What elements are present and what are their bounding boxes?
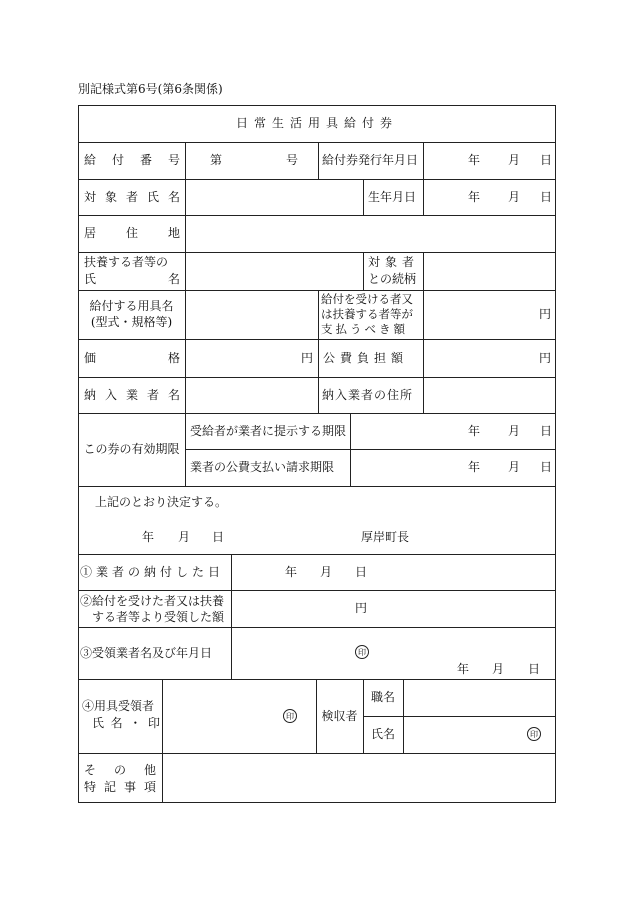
month-unit: 月 [508, 189, 521, 204]
shokumei-label: 職名 [370, 690, 395, 704]
futan-label: 公費負担額 [323, 350, 409, 365]
day-unit: 日 [540, 423, 553, 438]
juryo-sha-label-2: 氏 名 ・ 印 [92, 716, 160, 730]
row-divider [78, 252, 556, 253]
col-divider [162, 679, 163, 803]
col-divider [350, 413, 351, 486]
yen-unit: 円 [539, 307, 552, 321]
kyojuchi-label: 居 住 地 [84, 226, 180, 240]
gyosha-label: 納 入 業 者 名 [84, 387, 180, 402]
seal-mark: 印 [527, 727, 541, 741]
seal-mark: 印 [355, 645, 369, 659]
col-divider [185, 142, 186, 413]
year-unit: 年 [468, 189, 481, 204]
kenshu-label: 検収者 [321, 708, 358, 723]
tokki-label-2: 特 記 事 項 [84, 780, 156, 794]
col-divider [318, 290, 319, 413]
year-unit: 年 [468, 153, 481, 167]
month-unit: 月 [508, 460, 521, 474]
yen-unit: 円 [539, 350, 552, 365]
day-unit: 日 [540, 460, 553, 474]
seal-mark: 印 [283, 709, 297, 723]
fuyo-label-1: 扶養する者等の [84, 255, 169, 269]
yuko-label: この券の有効期限 [83, 442, 180, 456]
dai-label: 第 [210, 153, 223, 167]
juryo-gyosha-label: ③受領業者名及び年月日 [80, 645, 213, 660]
col-divider [423, 290, 424, 413]
yuko-sub1-label: 受給者が業者に提示する期限 [190, 423, 347, 438]
juryo-label-2: する者等より受領した額 [92, 609, 225, 624]
month-unit: 月 [492, 661, 505, 676]
taisho-label: 対 象 者 氏 名 [84, 189, 180, 204]
kettei-text: 上記のとおり決定する。 [95, 494, 228, 509]
col-divider [423, 252, 424, 290]
rel-label-1: 対象者 [368, 255, 420, 269]
mayor-label: 厚岸町長 [361, 529, 410, 544]
pay-label-1: 給付を受ける者又 [321, 292, 413, 306]
col-divider [423, 179, 424, 215]
tokki-label-1: そ の 他 [84, 763, 156, 777]
row-divider [78, 486, 556, 487]
col-divider [423, 142, 424, 179]
day-unit: 日 [540, 153, 553, 167]
noufu-label: ①業者の納付した日 [80, 564, 225, 579]
form-header: 別記様式第6号(第6条関係) [78, 82, 223, 96]
birth-label: 生年月日 [368, 189, 417, 204]
yen-unit: 円 [301, 350, 314, 365]
year-unit: 年 [468, 423, 481, 438]
yen-unit: 円 [355, 601, 368, 615]
pay-label-3: 支払うべき額 [321, 322, 408, 336]
day-unit: 日 [355, 564, 368, 579]
day-unit: 日 [212, 529, 225, 544]
year-unit: 年 [285, 564, 298, 579]
form-title: 日常生活用具給付券 [235, 116, 398, 130]
kyufu-bango-label: 給 付 番 号 [84, 153, 180, 167]
year-unit: 年 [142, 529, 155, 544]
col-divider [318, 142, 319, 179]
month-unit: 月 [508, 153, 521, 167]
col-divider [403, 679, 404, 753]
kakaku-label: 価 格 [84, 350, 180, 365]
row-divider [78, 590, 556, 591]
year-unit: 年 [468, 460, 481, 474]
day-unit: 日 [540, 189, 553, 204]
juryo-label-1: ②給付を受けた者又は扶養 [80, 593, 225, 608]
yogu-label-2: (型式・規格等) [90, 314, 173, 329]
issue-date-label: 給付券発行年月日 [322, 153, 419, 167]
yogu-label-1: 給付する用具名 [89, 298, 174, 313]
row-divider [78, 290, 556, 291]
row-divider [78, 753, 556, 754]
fuyo-label-2: 氏 名 [84, 272, 180, 286]
month-unit: 月 [178, 529, 191, 544]
col-divider [185, 413, 186, 486]
shimei-label: 氏名 [370, 727, 395, 741]
year-unit: 年 [457, 661, 470, 676]
col-divider [363, 252, 364, 290]
juryo-sha-label-1: ④用具受領者 [82, 699, 155, 713]
pay-label-2: は扶養する者等が [321, 307, 413, 321]
yuko-sub2-label: 業者の公費支払い請求期限 [190, 460, 335, 474]
month-unit: 月 [320, 564, 333, 579]
month-unit: 月 [508, 423, 521, 438]
go-label: 号 [286, 153, 299, 167]
rel-label-2: との続柄 [368, 272, 417, 286]
col-divider [363, 179, 364, 215]
day-unit: 日 [528, 661, 541, 676]
gyosha-addr-label: 納入業者の住所 [322, 387, 414, 402]
